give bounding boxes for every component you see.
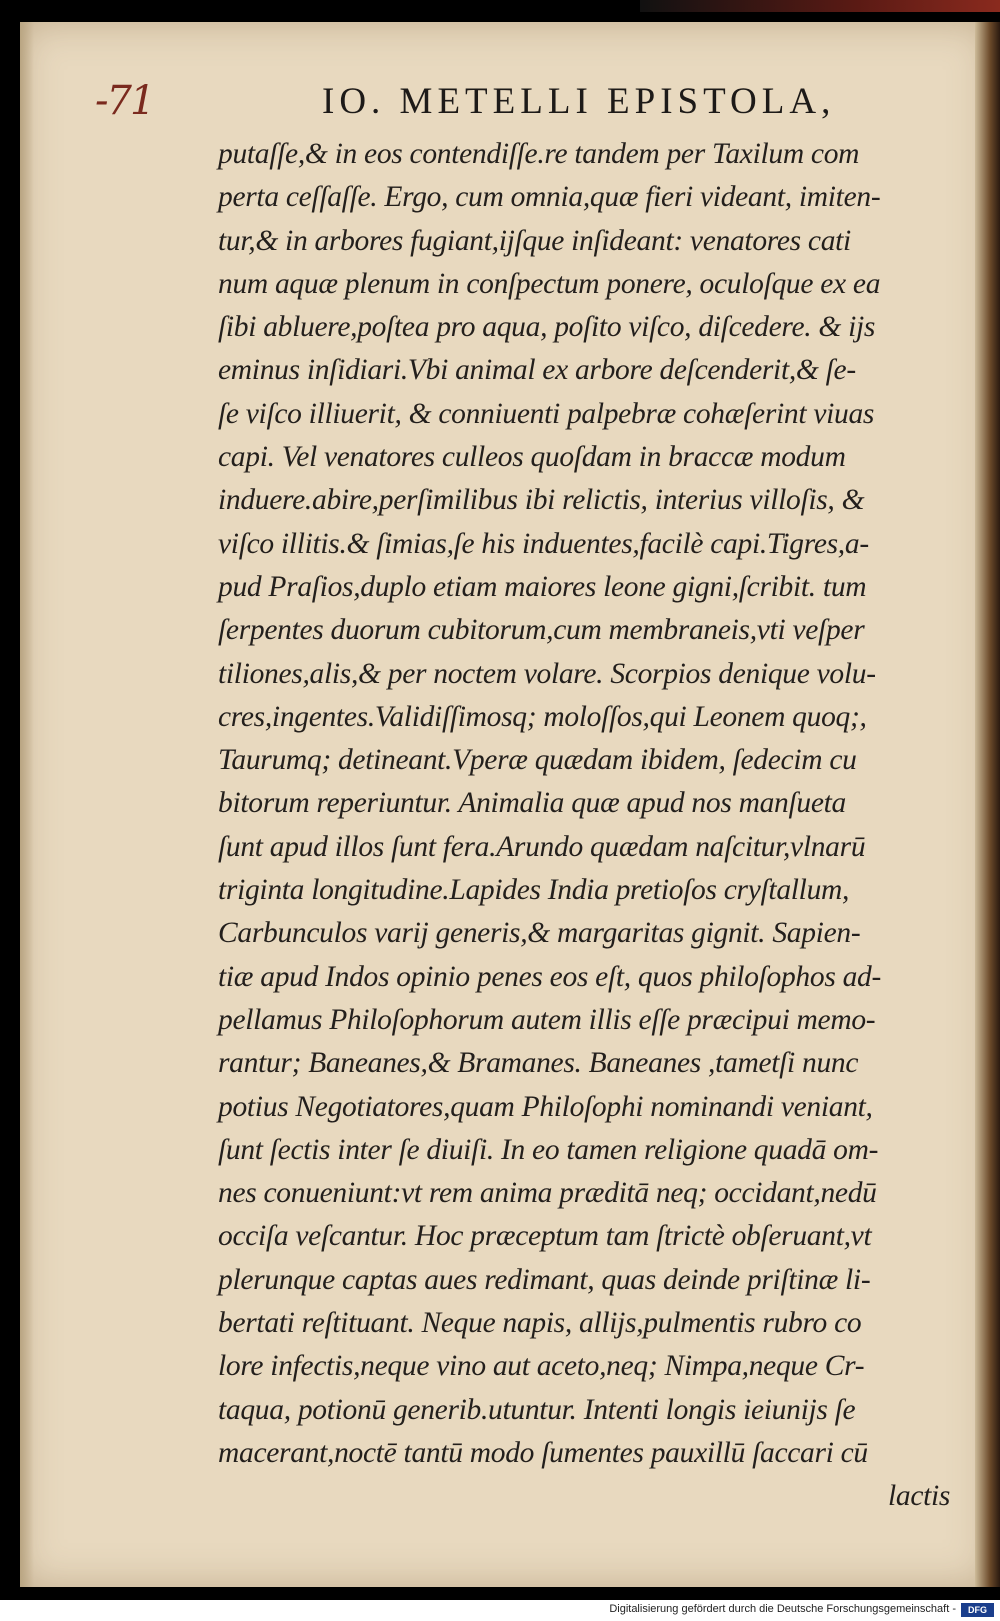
text-line: num aquæ plenum in conſpectum ponere, oculoſque ex ea <box>218 267 881 300</box>
text-line: putaſſe,& in eos contendiſſe.re tandem per Taxilum com <box>218 138 860 170</box>
text-line: ſe viſco illiuerit, & conniuenti palpebræ cohæſerint viuas <box>218 397 875 430</box>
text-line: viſco illitis.& ſimias,ſe his induentes,facilè capi.Tigres,a- <box>218 527 869 560</box>
text-line: lore infectis,neque vino aut aceto,neq; Nimpa,neque Cr- <box>218 1350 865 1383</box>
catchword: lactis <box>888 1480 951 1513</box>
funding-credit: Digitalisierung gefördert durch die Deutsche Forschungsgemeinschaft - <box>609 1603 956 1615</box>
text-line: cres,ingentes.Validiſſimosq; moloſſos,qui Leonem quoq;, <box>218 700 867 733</box>
text-line: triginta longitudine.Lapides India pretioſos cryſtallum, <box>218 874 850 907</box>
page-shadow-left <box>20 22 34 1587</box>
text-line: potius Negotiatores,quam Philoſophi nominandi veniant, <box>218 1090 873 1123</box>
handwritten-page-number: -71 <box>95 78 154 124</box>
text-line: bitorum reperiuntur. Animalia quæ apud nos manſueta <box>218 787 846 820</box>
text-line: pud Praſios,duplo etiam maiores leone gigni,ſcribit. tum <box>218 570 867 603</box>
text-line: Taurumq; detineant.Vperæ quædam ibidem, ſedecim cu <box>218 744 857 777</box>
text-line: macerant,noctē tantū modo ſumentes pauxillū ſaccari cū <box>218 1436 868 1469</box>
text-line: taqua, potionū generib.utuntur. Intenti longis ieiunijs ſe <box>218 1393 856 1426</box>
text-line: nes conueniunt:vt rem anima præditā neq; occidant,nedū <box>218 1177 877 1210</box>
text-line: plerunque captas aues redimant, quas deinde priſtinæ li- <box>218 1263 871 1296</box>
text-line: perta ceſſaſſe. Ergo, cum omnia,quæ fieri videant, imiten- <box>218 181 881 214</box>
text-line: rantur; Baneanes,& Bramanes. Baneanes ,tametſi nunc <box>218 1047 859 1080</box>
text-line: ſibi abluere,poſtea pro aqua, poſito viſco, diſcedere. & ijs <box>218 311 876 344</box>
book-spine-edge <box>975 22 1000 1587</box>
text-line: eminus inſidiari.Vbi animal ex arbore deſcenderit,& ſe- <box>218 354 856 387</box>
dfg-logo: DFG <box>961 1603 994 1617</box>
text-line: Carbunculos varij generis,& margaritas gignit. Sapien- <box>218 917 861 950</box>
body-text <box>218 133 958 1519</box>
text-line: induere.abire,perſimilibus ibi relictis, interius villoſis, & <box>218 484 865 517</box>
book-edge-top <box>640 0 1000 12</box>
running-header: IO. METELLI EPISTOLA, <box>322 81 836 122</box>
text-line: pellamus Philoſophorum autem illis eſſe præcipui memo- <box>218 1003 876 1036</box>
text-line: tur,& in arbores fugiant,ijſque inſideant: venatores cati <box>218 224 851 257</box>
text-line: tiæ apud Indos opinio penes eos eſt, quos philoſophos ad- <box>218 960 882 993</box>
text-line: ſunt ſectis inter ſe diuiſi. In eo tamen religione quadā om- <box>218 1133 879 1166</box>
text-line: tiliones,alis,& per noctem volare. Scorpios denique volu- <box>218 657 876 690</box>
text-line: ſunt apud illos ſunt fera.Arundo quædam naſcitur,vlnarū <box>218 830 866 863</box>
text-line: capi. Vel venatores culleos quoſdam in braccæ modum <box>218 441 846 474</box>
text-line: ſerpentes duorum cubitorum,cum membraneis,vti veſper <box>218 614 865 647</box>
text-line: occiſa veſcantur. Hoc præceptum tam ſtrictè obſeruant,vt <box>218 1220 872 1253</box>
text-line: bertati reſtituant. Neque napis, allijs,pulmentis rubro co <box>218 1307 862 1340</box>
